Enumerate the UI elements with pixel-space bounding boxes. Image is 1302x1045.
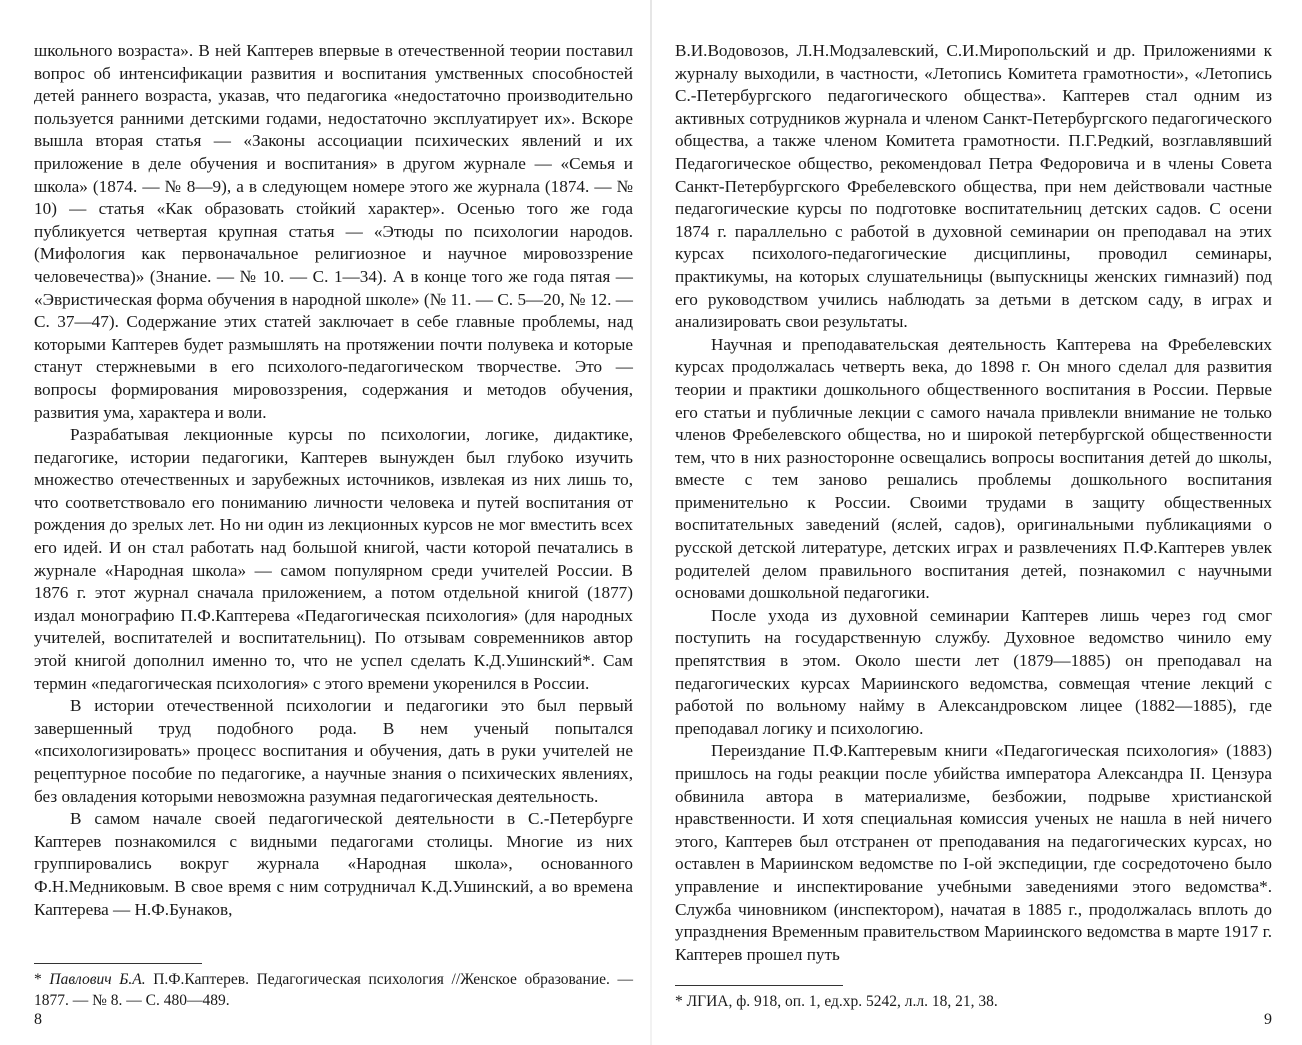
- paragraph: Научная и преподавательская деятельность Каптерева на Фребелевских курсах продолжалась четверть века, до 1898 г. Он много сделал для развития теории и практики дошкольного общественного воспитания в России. Первые его статьи и публичные лекции с самого начала привлекли внимание не только членов Фребелевского общества, но и широкой петербургской общественности тем, что в них разносторонне освещались вопросы воспитания детей до школы, вместе с тем заново решались проблемы дошкольного воспитания применительно к России. Своими трудами в защиту общественных воспитательных заведений (яслей, садов), оригинальными публикациями о русской детской литературе, детских играх и развлечениях П.Ф.Каптерев увлек родителей делом правильного воспитания детей, познакомил с научными основами дошкольной педагогики.: [675, 334, 1272, 603]
- page-number: 8: [34, 1011, 42, 1028]
- footnote: [34, 969, 633, 1011]
- footnote-marker: *: [675, 993, 687, 1010]
- paragraph: Разрабатывая лекционные курсы по психологии, логике, дидактике, педагогике, истории педагогики, Каптерев вынужден был глубоко изучить множество отечественных и зарубежных источников, извлекая из них лишь то, что соответствовало его пониманию личности человека и путей воспитания от рождения до зрелых лет. Но ни один из лекционных курсов не мог вместить всех его идей. И он стал работать над большой книгой, части которой печатались в журнале «Народная школа» — самом популярном среди учителей России. В 1876 г. этот журнал сначала приложением, а потом отдельной книгой (1877) издал монографию П.Ф.Каптерева «Педагогическая психология» (для народных учителей, воспитателей и воспитательниц). По отзывам современников автор этой книгой дополнил именно то, что не успел сделать К.Д.Ушинский*. Сам термин «педагогическая психология» с этого времени укоренился в России.: [34, 425, 633, 693]
- paragraph: школьного возраста». В ней Каптерев впервые в отечественной теории поставил вопрос об интенсификации развития и воспитания умственных способностей детей раннего возраста, указав, что педагогика «недостаточно производительно пользуется ранними детскими годами, недостаточно эксплуатирует их». Вскоре вышла вторая статья — «Законы ассоциации психических явлений и их приложение в деле обучения и воспитания» в другом журнале — «Семья и школа» (1874. — № 8—9), а в следующем номере этого же журнала (1874. — № 10) — статья «Как образовать стойкий характер». Осенью того же года публикуется четвертая крупная статья — «Этюды по психологии народов. (Мифология как первоначальное религиозное и научное мировоззрение человечества)» (Знание. — № 10. — С. 1—34). А в конце того же года пятая — «Эвристическая форма обучения в народной школе» (№ 11. — С. 5—20, № 12. — С. 37—47). Содержание этих статей заключает в себе главные проблемы, над которыми Каптерев будет размышлять на протяжении почти полувека и которые станут стержневыми в его психолого-педагогическом творчестве. Это — вопросы формирования мировоззрения, содержания и методов обучения, развития ума, характера и воли.: [34, 41, 633, 422]
- footnote-text: П.Ф.Каптерев. Педагогическая психология //Женское образование. — 1877. — № 8. — С. 480—489.: [34, 971, 634, 1009]
- paragraph: В.И.Водовозов, Л.Н.Модзалевский, С.И.Миропольский и др. Приложениями к журналу выходили, в частности, «Летопись Комитета грамотности», «Летопись С.-Петербургского педагогического общества». Каптерев стал одним из активных сотрудников журнала и членом Санкт-Петербургского педагогического общества, а также членом Комитета грамотности. П.Г.Редкий, возглавлявший Педагогическое общество, рекомендовал Петра Федоровича и в члены Совета Санкт-Петербургского Фребелевского общества, при нем действовали частные педагогические курсы по подготовке воспитательниц детских садов. С осени 1874 г. параллельно с работой в духовной семинарии он преподавал на этих курсах психолого-педагогические дисциплины, проводил семинары, практикумы, на которых слушательницы (выпускницы женских гимназий) под его руководством учились наблюдать за детьми в детском саду, в играх и анализировать свои результаты.: [675, 41, 1272, 332]
- footnote-divider: [675, 985, 843, 986]
- page-number: 9: [1264, 1011, 1272, 1028]
- paragraph: Переиздание П.Ф.Каптеревым книги «Педагогическая психология» (1883) пришлось на годы реакции после убийства императора Александра II. Цензура обвинила автора в материализме, безбожии, подрыве христианской нравственности. И хотя специальная комиссия ученых не нашла в ней ничего этого, Каптерев был отстранен от преподавания на педагогических курсах, но оставлен в Мариинском ведомстве по I-ой экспедиции, где сосредоточено было управление и инспектирование учебными заведениями этого ведомства*. Служба чиновником (инспектором), начатая в 1885 г., продолжалась вплоть до упразднения Временным правительством Мариинского ведомства в марте 1917 г. Каптерев прошел путь: [675, 741, 1272, 964]
- left-page-body: [34, 40, 633, 921]
- paragraph: В истории отечественной психологии и педагогики это был первый завершенный труд подобного рода. В нем ученый попытался «психологизировать» процесс воспитания и обучения, дать в руки учителей не рецептурное пособие по педагогике, а научные знания о психических явлениях, без овладения которыми невозможна разумная педагогическая деятельность.: [34, 696, 633, 806]
- right-page-body: [675, 40, 1272, 966]
- right-page: [651, 0, 1302, 1045]
- footnote-marker: *: [34, 971, 50, 988]
- footnote-text: ЛГИА, ф. 918, оп. 1, ед.хр. 5242, л.л. 18, 21, 38.: [686, 993, 998, 1010]
- paragraph: После ухода из духовной семинарии Каптерев лишь через год смог поступить на государственную службу. Духовное ведомство чинило ему препятствия в этом. Около шести лет (1879—1885) он преподавал на педагогических курсах Мариинского ведомства, совмещая чтение лекций с работой по вольному найму в Александровском лицее (1882—1885), где преподавал логику и психологию.: [675, 605, 1272, 738]
- paragraph: В самом начале своей педагогической деятельности в С.-Петербурге Каптерев познакомился с видными педагогами столицы. Многие из них группировались вокруг журнала «Народная школа», основанного Ф.Н.Медниковым. В свое время с ним сотрудничал К.Д.Ушинский, а во времена Каптерева — Н.Ф.Бунаков,: [34, 809, 633, 919]
- footnote-divider: [34, 963, 202, 964]
- footnote-author: Павлович Б.А.: [49, 971, 146, 988]
- footnote: [675, 991, 1272, 1012]
